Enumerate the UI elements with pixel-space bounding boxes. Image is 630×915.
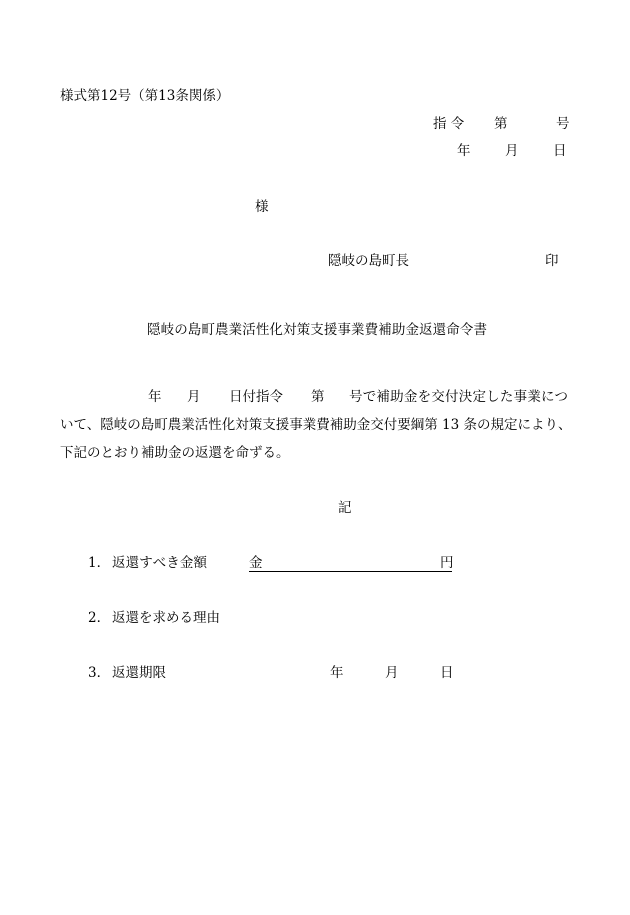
issue-date-year: 年 — [457, 143, 471, 159]
item-2-number: 2． — [88, 610, 111, 626]
notes-heading: 記 — [338, 500, 352, 516]
form-number: 様式第12号（第13条関係） — [60, 88, 230, 104]
issuer-name: 隠岐の島町長 — [328, 253, 409, 269]
item-1-number: 1． — [88, 555, 111, 571]
body-line1-year: 年 — [148, 389, 162, 405]
document-title: 隠岐の島町農業活性化対策支援事業費補助金返還命令書 — [147, 322, 487, 338]
item-3-day: 日 — [440, 665, 454, 681]
issue-date-month: 月 — [505, 143, 519, 159]
item-1-amount-suffix: 円 — [440, 555, 454, 571]
body-line1-day-directive: 日付指令 — [229, 389, 283, 405]
item-3-label: 返還期限 — [112, 665, 166, 681]
directive-number-prefix: 第 — [494, 116, 508, 132]
body-line3: 下記のとおり補助金の返還を命ずる。 — [60, 445, 290, 461]
body-line1-month: 月 — [187, 389, 201, 405]
item-1-amount-prefix: 金 — [249, 555, 263, 571]
seal-mark: 印 — [545, 253, 559, 269]
body-line1-rest: 号で補助金を交付決定した事業につ — [349, 389, 568, 405]
item-1-label: 返還すべき金額 — [112, 555, 207, 571]
item-3-number: 3． — [88, 665, 111, 681]
recipient-honorific: 様 — [255, 199, 269, 215]
item-2-label: 返還を求める理由 — [112, 610, 220, 626]
body-line2: いて、隠岐の島町農業活性化対策支援事業費補助金交付要綱第 13 条の規定により、 — [60, 417, 572, 433]
directive-number-suffix: 号 — [556, 116, 570, 132]
issue-date-day: 日 — [553, 143, 567, 159]
item-3-year: 年 — [330, 665, 344, 681]
item-3-month: 月 — [385, 665, 399, 681]
amount-underline — [249, 571, 452, 572]
body-line1-number-prefix: 第 — [311, 389, 325, 405]
directive-label: 指 令 — [433, 116, 465, 132]
